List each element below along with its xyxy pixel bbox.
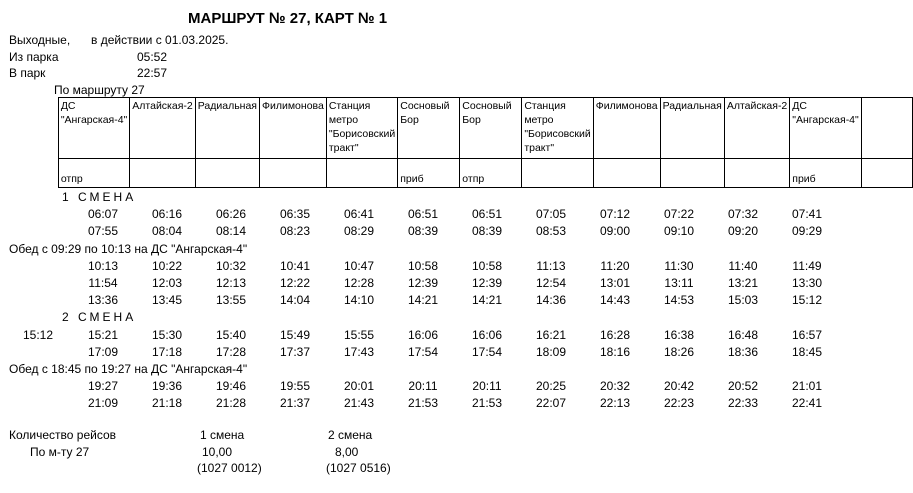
time-cell: 12:54 xyxy=(535,276,567,290)
stop-name-header: Радиальная xyxy=(195,98,259,159)
time-cell: 19:55 xyxy=(279,379,311,394)
header-blank-cell xyxy=(6,98,58,159)
to-park-label: В парк xyxy=(9,66,46,80)
time-cell: 11:54 xyxy=(88,276,118,290)
summary-shift1-count: 10,00 xyxy=(202,445,233,459)
time-cell: 16:06 xyxy=(407,327,439,342)
time-cell: 07:32 xyxy=(727,207,759,222)
stop-flag-header xyxy=(195,159,259,188)
time-cell: 10:41 xyxy=(279,258,311,273)
stop-flag-header xyxy=(724,159,789,188)
time-cell: 19:27 xyxy=(87,379,119,394)
stop-flag-header xyxy=(326,159,397,188)
time-cell: 06:16 xyxy=(151,207,183,222)
time-cell: 14:10 xyxy=(343,293,375,308)
time-cell: 19:36 xyxy=(151,379,183,394)
time-cell: 16:28 xyxy=(599,327,631,342)
time-cell: 08:14 xyxy=(215,224,247,239)
shift-start-time: 15:12 xyxy=(23,327,54,342)
time-cell: 15:03 xyxy=(727,293,759,308)
time-cell: 06:51 xyxy=(471,207,503,222)
time-cell: 19:46 xyxy=(215,379,247,394)
time-cell: 09:29 xyxy=(791,224,823,239)
time-cell: 09:10 xyxy=(663,224,695,239)
time-cell: 18:36 xyxy=(727,344,759,359)
time-cell: 21:09 xyxy=(87,396,119,411)
time-cell: 18:26 xyxy=(663,344,695,359)
time-cell: 16:57 xyxy=(791,327,823,342)
time-cell: 21:37 xyxy=(279,396,311,411)
time-cell: 18:09 xyxy=(535,344,567,359)
time-cell: 14:04 xyxy=(279,293,311,308)
stop-flag-header xyxy=(130,159,195,188)
stop-name-header: Радиальная xyxy=(660,98,724,159)
summary-shift1-code: (1027 0012) xyxy=(197,461,262,475)
time-cell: 13:30 xyxy=(791,276,823,290)
time-cell: 13:01 xyxy=(599,276,631,290)
time-cell: 21:43 xyxy=(343,396,375,411)
time-cell: 11:20 xyxy=(600,258,630,273)
time-cell: 10:22 xyxy=(151,258,183,273)
time-cell: 17:54 xyxy=(407,344,439,359)
time-cell: 18:45 xyxy=(791,344,823,359)
stops-header-table xyxy=(6,97,913,188)
stop-flag-header: приб xyxy=(790,159,861,188)
shift-label: 2 СМЕНА xyxy=(62,310,137,325)
stop-name-header: Станция метро "Борисовский тракт" xyxy=(326,98,397,159)
summary-shift2-label: 2 смена xyxy=(328,428,373,442)
time-cell: 14:21 xyxy=(407,293,439,308)
time-cell: 20:32 xyxy=(599,379,631,394)
time-cell: 17:18 xyxy=(151,344,183,359)
time-cell: 10:32 xyxy=(215,258,247,273)
time-cell: 15:30 xyxy=(151,327,183,342)
time-cell: 21:18 xyxy=(151,396,183,411)
stop-name-header: Алтайская-2 xyxy=(130,98,195,159)
time-cell: 22:13 xyxy=(599,396,631,411)
page-title: МАРШРУТ № 27, КАРТ № 1 xyxy=(188,10,388,27)
stop-flag-header: отпр xyxy=(460,159,522,188)
stop-name-header: Филимонова xyxy=(593,98,660,159)
time-cell: 12:39 xyxy=(407,276,439,290)
time-cell: 06:35 xyxy=(279,207,311,222)
stop-flag-header: отпр xyxy=(58,159,129,188)
shift-label: 1 СМЕНА xyxy=(62,190,137,204)
time-cell: 21:53 xyxy=(407,396,439,411)
time-cell: 16:48 xyxy=(727,327,759,342)
stop-flag-header xyxy=(522,159,593,188)
time-cell: 13:36 xyxy=(87,293,119,308)
time-cell: 06:51 xyxy=(407,207,439,222)
route-label: По маршруту 27 xyxy=(54,83,145,97)
from-park-label: Из парка xyxy=(9,50,59,64)
time-cell: 07:41 xyxy=(791,207,823,222)
time-cell: 20:01 xyxy=(343,379,375,394)
time-cell: 20:42 xyxy=(663,379,695,394)
time-cell: 13:45 xyxy=(151,293,183,308)
time-cell: 11:49 xyxy=(792,258,822,273)
time-cell: 17:37 xyxy=(279,344,311,359)
time-cell: 17:09 xyxy=(87,344,119,359)
time-cell: 12:13 xyxy=(215,276,247,290)
time-cell: 20:11 xyxy=(472,379,502,394)
lunch-break-note: Обед с 18:45 по 19:27 на ДС "Ангарская-4" xyxy=(9,362,248,376)
time-cell: 17:28 xyxy=(215,344,247,359)
time-cell: 12:39 xyxy=(471,276,503,290)
stop-name-header: Сосновый Бор xyxy=(460,98,522,159)
time-cell: 13:55 xyxy=(215,293,247,308)
time-cell: 17:43 xyxy=(343,344,375,359)
time-cell: 17:54 xyxy=(471,344,503,359)
stop-name-header: Сосновый Бор xyxy=(398,98,460,159)
time-cell: 07:22 xyxy=(663,207,695,222)
time-cell: 16:38 xyxy=(663,327,695,342)
time-cell: 12:03 xyxy=(151,276,183,290)
header-extra-cell xyxy=(861,159,912,188)
effective-date: в действии с 01.03.2025. xyxy=(91,33,229,47)
time-cell: 08:23 xyxy=(279,224,311,239)
header-extra-cell xyxy=(861,98,912,159)
time-cell: 22:41 xyxy=(791,396,823,411)
time-cell: 12:28 xyxy=(343,276,375,290)
time-cell: 14:36 xyxy=(535,293,567,308)
summary-shift1-label: 1 смена xyxy=(200,428,245,442)
stop-name-header: ДС "Ангарская-4" xyxy=(790,98,861,159)
time-cell: 16:21 xyxy=(535,327,567,342)
time-cell: 21:28 xyxy=(215,396,247,411)
stop-flag-header: приб xyxy=(398,159,460,188)
time-cell: 09:00 xyxy=(599,224,631,239)
time-cell: 21:01 xyxy=(791,379,823,394)
from-park-time: 05:52 xyxy=(137,50,168,64)
time-cell: 08:39 xyxy=(407,224,439,239)
time-cell: 08:39 xyxy=(471,224,503,239)
time-cell: 09:20 xyxy=(727,224,759,239)
time-cell: 10:47 xyxy=(343,258,375,273)
summary-shift2-count: 8,00 xyxy=(335,445,359,459)
to-park-time: 22:57 xyxy=(137,66,168,80)
time-cell: 12:22 xyxy=(279,276,311,290)
time-cell: 14:21 xyxy=(471,293,503,308)
lunch-break-note: Обед с 09:29 по 10:13 на ДС "Ангарская-4" xyxy=(9,241,248,256)
time-cell: 14:43 xyxy=(599,293,631,308)
time-cell: 15:12 xyxy=(791,293,823,308)
time-cell: 07:05 xyxy=(535,207,567,222)
stop-flag-header xyxy=(260,159,327,188)
time-cell: 10:13 xyxy=(87,258,119,273)
stop-name-header: ДС "Ангарская-4" xyxy=(58,98,129,159)
time-cell: 20:52 xyxy=(727,379,759,394)
time-cell: 06:07 xyxy=(87,207,119,222)
time-cell: 14:53 xyxy=(663,293,695,308)
time-cell: 15:55 xyxy=(343,327,375,342)
time-cell: 10:58 xyxy=(407,258,439,273)
stop-flag-header xyxy=(593,159,660,188)
time-cell: 22:23 xyxy=(663,396,695,411)
summary-label: Количество рейсов xyxy=(9,428,117,442)
stop-name-header: Филимонова xyxy=(260,98,327,159)
time-cell: 15:21 xyxy=(87,327,119,342)
stop-name-header: Станция метро "Борисовский тракт" xyxy=(522,98,593,159)
time-cell: 11:13 xyxy=(536,258,566,273)
time-cell: 22:07 xyxy=(535,396,567,411)
summary-route-label: По м-ту 27 xyxy=(30,445,90,459)
time-cell: 06:41 xyxy=(343,207,375,222)
stop-flag-header xyxy=(660,159,724,188)
summary-shift2-code: (1027 0516) xyxy=(326,461,391,475)
time-cell: 10:58 xyxy=(471,258,503,273)
time-cell: 18:16 xyxy=(599,344,631,359)
time-cell: 20:11 xyxy=(408,379,438,394)
day-type: Выходные, xyxy=(9,33,71,47)
time-cell: 11:40 xyxy=(728,258,758,273)
time-cell: 15:40 xyxy=(215,327,247,342)
time-cell: 22:33 xyxy=(727,396,759,411)
stop-name-header: Алтайская-2 xyxy=(724,98,789,159)
time-cell: 21:53 xyxy=(471,396,503,411)
time-cell: 16:06 xyxy=(471,327,503,342)
time-cell: 11:30 xyxy=(664,258,694,273)
time-cell: 07:12 xyxy=(599,207,631,222)
time-cell: 13:11 xyxy=(664,276,694,290)
time-cell: 15:49 xyxy=(279,327,311,342)
time-cell: 08:53 xyxy=(535,224,567,239)
time-cell: 08:29 xyxy=(343,224,375,239)
time-cell: 20:25 xyxy=(535,379,567,394)
time-cell: 13:21 xyxy=(727,276,759,290)
time-cell: 06:26 xyxy=(215,207,247,222)
time-cell: 07:55 xyxy=(87,224,119,239)
time-cell: 08:04 xyxy=(151,224,183,239)
header-blank-cell xyxy=(6,159,58,188)
